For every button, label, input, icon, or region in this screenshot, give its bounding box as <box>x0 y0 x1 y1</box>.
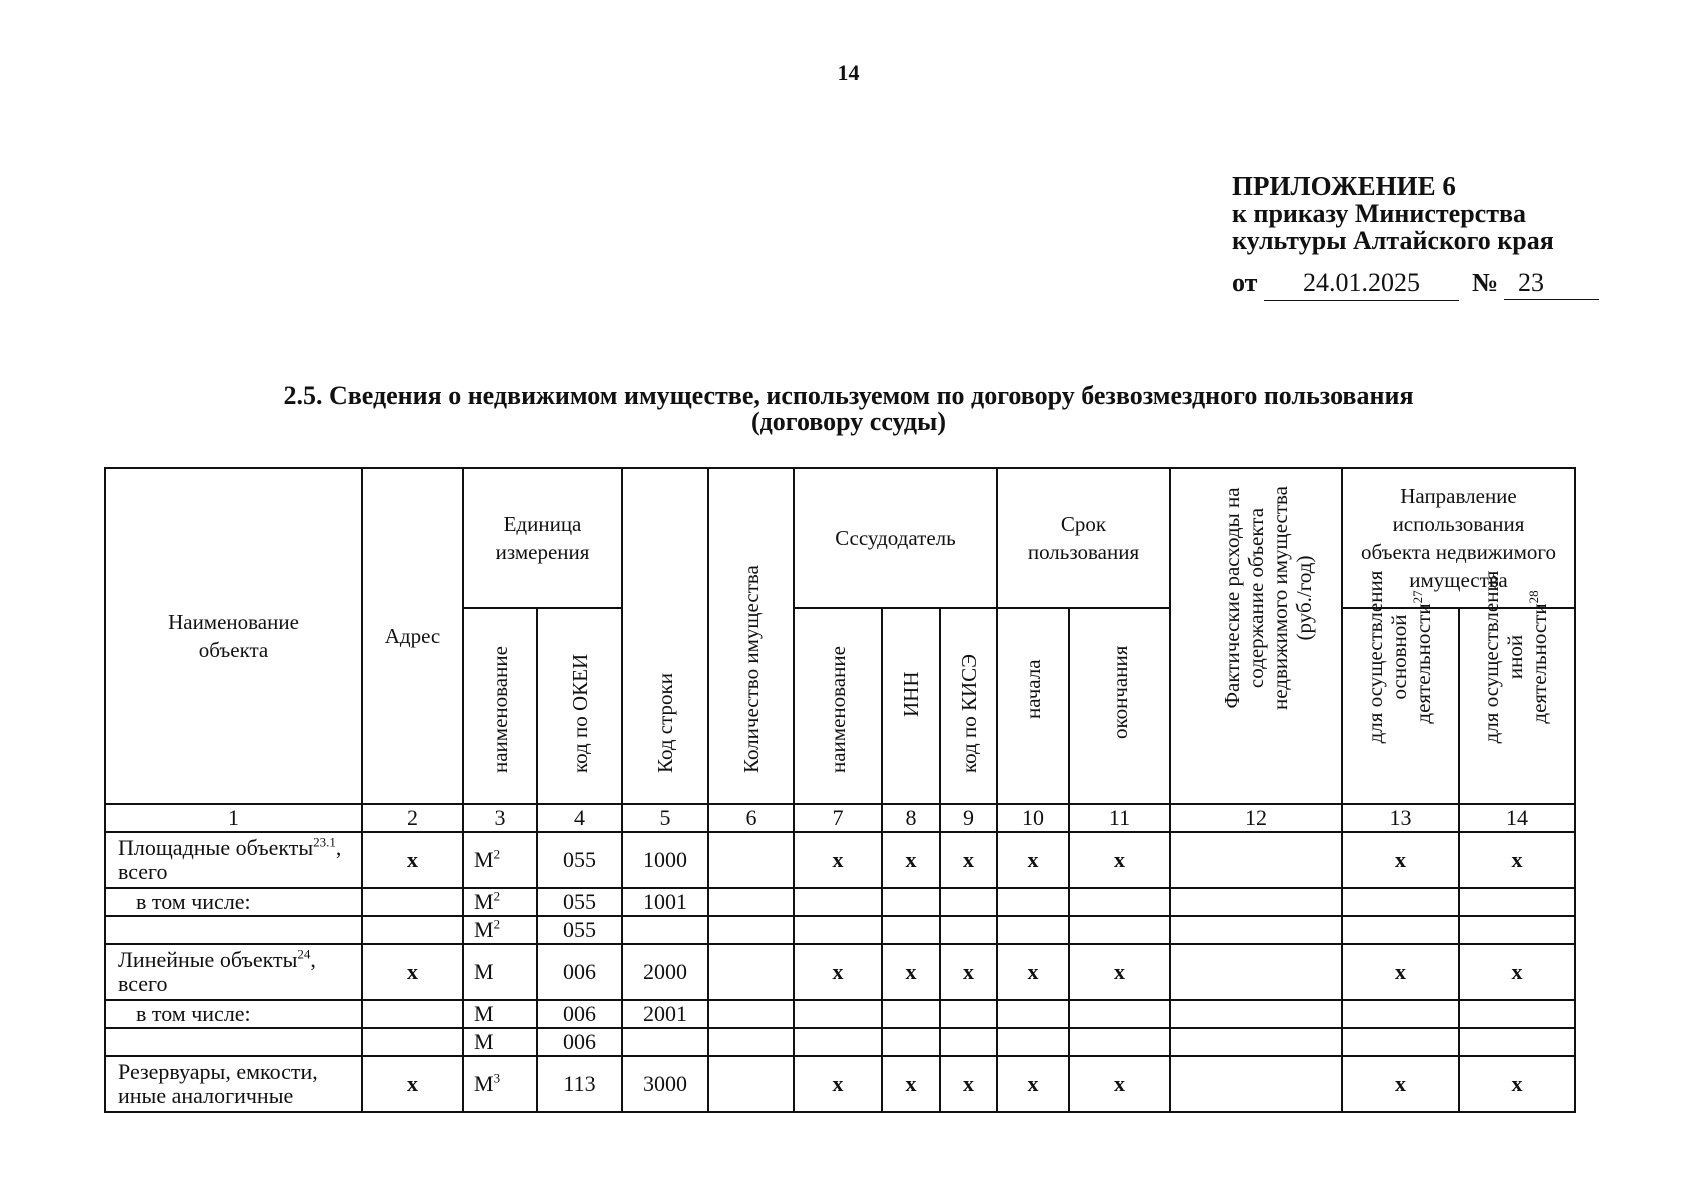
table-row <box>105 916 1575 944</box>
table-cell <box>362 944 463 1000</box>
cell-value: x <box>1511 847 1523 872</box>
table-cell <box>1069 888 1170 916</box>
section-title-line-1: 2.5. Сведения о недвижимом имуществе, используемом по договору безвозмездного пользования <box>283 381 1414 410</box>
row-object-name <box>105 1056 362 1112</box>
table-cell <box>1459 1056 1575 1112</box>
row-name-text: Площадные объекты <box>118 835 314 860</box>
table-cell <box>882 1000 940 1028</box>
column-number: 11 <box>1069 804 1170 832</box>
cell-value: М <box>474 889 494 914</box>
table-cell <box>794 1056 882 1112</box>
table-cell <box>362 888 463 916</box>
header-term: Срок пользования <box>997 468 1170 608</box>
cell-value: x <box>1511 1071 1523 1096</box>
table-cell <box>1459 944 1575 1000</box>
table-cell <box>1170 888 1342 916</box>
table-cell <box>1342 888 1459 916</box>
column-number: 8 <box>882 804 940 832</box>
header-quantity: Количество имущества <box>708 468 794 804</box>
table-row <box>105 1000 1575 1028</box>
header-direction: Направление использования объекта недвижимого имущества <box>1342 468 1575 608</box>
order-date-value: 24.01.2025 <box>1264 268 1459 301</box>
data-rows <box>105 832 1575 1112</box>
cell-value: x <box>905 959 917 984</box>
cell-value: М <box>474 1071 494 1096</box>
column-number: 12 <box>1170 804 1342 832</box>
cell-value: М <box>474 1029 494 1054</box>
row-name-suffix: , всего <box>118 835 342 884</box>
cell-value: x <box>1027 1071 1039 1096</box>
table-cell <box>794 916 882 944</box>
table-cell <box>794 1028 882 1056</box>
cell-value: 2001 <box>643 1001 687 1026</box>
cell-value: x <box>963 1071 974 1096</box>
cell-value: x <box>1114 1071 1125 1096</box>
cell-value: 055 <box>563 847 596 872</box>
header-object-name: Наименование объекта <box>105 468 362 804</box>
table-cell <box>537 1028 622 1056</box>
direction-other-footnote: 28 <box>1526 590 1541 604</box>
row-name-text: Линейные объекты <box>118 947 298 972</box>
cell-value: 113 <box>563 1071 596 1096</box>
table-cell <box>1170 1000 1342 1028</box>
table-cell <box>882 832 940 888</box>
table-cell <box>362 1000 463 1028</box>
row-object-name <box>105 916 362 944</box>
table-cell <box>1069 1000 1170 1028</box>
table-cell <box>537 832 622 888</box>
table-cell <box>882 1028 940 1056</box>
table-cell <box>1342 832 1459 888</box>
table-cell <box>794 944 882 1000</box>
section-title-line-2: (договору ссуды) <box>750 407 946 436</box>
table-cell <box>1459 1028 1575 1056</box>
cell-value: x <box>905 847 917 872</box>
table-cell <box>794 832 882 888</box>
column-number-row <box>105 804 1575 832</box>
table-cell <box>1170 832 1342 888</box>
table-cell <box>940 944 997 1000</box>
table-cell <box>622 1000 708 1028</box>
table-cell <box>708 944 794 1000</box>
table-cell <box>997 888 1069 916</box>
cell-value: 1000 <box>643 847 687 872</box>
row-object-name <box>105 944 362 1000</box>
unit-exponent: 2 <box>493 888 501 904</box>
table-cell <box>1170 1056 1342 1112</box>
column-number: 7 <box>794 804 882 832</box>
order-number-label: № <box>1472 268 1499 297</box>
table-cell <box>1459 888 1575 916</box>
table-cell <box>1342 1028 1459 1056</box>
column-number: 9 <box>940 804 997 832</box>
table-cell <box>362 1028 463 1056</box>
cell-value: x <box>963 959 974 984</box>
cell-value: 055 <box>563 917 596 942</box>
table-cell <box>622 1056 708 1112</box>
table-cell <box>997 1000 1069 1028</box>
header-term-start: начала <box>997 608 1069 804</box>
row-object-name <box>105 1028 362 1056</box>
table-row <box>105 888 1575 916</box>
column-number: 13 <box>1342 804 1459 832</box>
table-cell <box>1459 916 1575 944</box>
row-name-text: в том числе: <box>136 889 251 914</box>
table-cell <box>997 832 1069 888</box>
table-cell <box>622 916 708 944</box>
table-cell <box>622 944 708 1000</box>
cell-value: x <box>407 847 418 872</box>
cell-value: x <box>1027 847 1039 872</box>
table-cell <box>1069 916 1170 944</box>
column-number: 2 <box>362 804 463 832</box>
table-cell <box>537 888 622 916</box>
table-cell <box>362 832 463 888</box>
table-cell <box>362 1056 463 1112</box>
table-cell <box>537 944 622 1000</box>
table-cell <box>463 944 537 1000</box>
cell-value: x <box>1395 1071 1406 1096</box>
table-cell <box>882 888 940 916</box>
appendix-title: ПРИЛОЖЕНИЕ 6 <box>1232 171 1456 201</box>
cell-value: x <box>905 1071 917 1096</box>
cell-value: x <box>832 1071 844 1096</box>
table-cell <box>537 916 622 944</box>
row-name-suffix: , всего <box>118 947 316 996</box>
table-cell <box>1069 1056 1170 1112</box>
table-cell <box>708 916 794 944</box>
header-unit-okei: код по ОКЕИ <box>537 608 622 804</box>
table-cell <box>997 944 1069 1000</box>
table-cell <box>1170 916 1342 944</box>
table-cell <box>882 916 940 944</box>
table-cell <box>882 944 940 1000</box>
cell-value: x <box>832 959 844 984</box>
cell-value: x <box>407 959 418 984</box>
table-cell <box>622 832 708 888</box>
table-cell <box>622 1028 708 1056</box>
cell-value: М <box>474 1001 494 1026</box>
table-cell <box>1069 944 1170 1000</box>
table-cell <box>622 888 708 916</box>
table-cell <box>1342 916 1459 944</box>
table-cell <box>1342 1000 1459 1028</box>
table-cell <box>940 1028 997 1056</box>
row-object-name <box>105 1000 362 1028</box>
row-object-name <box>105 832 362 888</box>
table-cell <box>940 916 997 944</box>
section-title <box>0 383 1697 435</box>
cell-value: 006 <box>563 959 596 984</box>
table-cell <box>794 1000 882 1028</box>
cell-value: 2000 <box>643 959 687 984</box>
table-cell <box>997 1028 1069 1056</box>
table-cell <box>940 832 997 888</box>
direction-other-text: для осуществления иной деятельности <box>1479 570 1551 744</box>
cell-value: 055 <box>563 889 596 914</box>
page-number: 14 <box>837 60 860 85</box>
cell-value: x <box>1114 847 1125 872</box>
table-cell <box>463 1028 537 1056</box>
table-cell <box>1069 832 1170 888</box>
column-number: 3 <box>463 804 537 832</box>
unit-exponent: 2 <box>493 916 501 932</box>
table-cell <box>708 832 794 888</box>
header-direction-main <box>1342 570 1459 804</box>
column-number: 6 <box>708 804 794 832</box>
column-number: 1 <box>105 804 362 832</box>
table-cell <box>708 888 794 916</box>
property-table <box>104 467 1576 1113</box>
order-number-value: 23 <box>1504 268 1599 300</box>
header-lender-inn: ИНН <box>882 608 940 804</box>
cell-value: x <box>963 847 974 872</box>
row-name-text: в том числе: <box>136 1001 251 1026</box>
table-cell <box>537 1056 622 1112</box>
table-cell <box>882 1056 940 1112</box>
cell-value: М <box>474 917 494 942</box>
table-cell <box>794 888 882 916</box>
column-number: 10 <box>997 804 1069 832</box>
row-object-name <box>105 888 362 916</box>
cell-value: x <box>1114 959 1125 984</box>
cell-value: x <box>407 1071 418 1096</box>
appendix-line-3: культуры Алтайского края <box>1232 226 1554 255</box>
table-row <box>105 1028 1575 1056</box>
header-actual-costs: Фактические расходы на содержание объекта недвижимого имущества (руб./год) <box>1170 468 1342 804</box>
table-cell <box>1459 832 1575 888</box>
header-address: Адрес <box>362 468 463 804</box>
header-direction-other <box>1459 570 1575 804</box>
unit-exponent: 2 <box>493 846 501 862</box>
unit-exponent: 3 <box>493 1070 501 1086</box>
table-cell <box>463 916 537 944</box>
table-cell <box>1170 944 1342 1000</box>
table-cell <box>537 1000 622 1028</box>
table-cell <box>997 1056 1069 1112</box>
table-cell <box>708 1056 794 1112</box>
row-name-footnote: 24 <box>297 946 311 962</box>
direction-main-text: для осуществления основной деятельности <box>1362 570 1435 744</box>
cell-value: x <box>1395 847 1406 872</box>
table-cell <box>1342 1056 1459 1112</box>
table-cell <box>997 916 1069 944</box>
table-cell <box>708 1028 794 1056</box>
table-cell <box>1069 1028 1170 1056</box>
header-lender-kise: код по КИСЭ <box>940 608 997 804</box>
cell-value: x <box>1395 959 1406 984</box>
table-row <box>105 832 1575 888</box>
cell-value: x <box>832 847 844 872</box>
cell-value: 006 <box>563 1001 596 1026</box>
column-number: 14 <box>1459 804 1575 832</box>
table-cell <box>1459 1000 1575 1028</box>
table-cell <box>708 1000 794 1028</box>
cell-value: М <box>474 847 494 872</box>
table-cell <box>463 832 537 888</box>
table-row <box>105 1056 1575 1112</box>
table-cell <box>1170 1028 1342 1056</box>
table-cell <box>463 888 537 916</box>
column-number: 5 <box>622 804 708 832</box>
row-name-footnote: 23.1 <box>313 834 336 850</box>
table-cell <box>463 1000 537 1028</box>
table-cell <box>940 888 997 916</box>
column-number: 4 <box>537 804 622 832</box>
table-cell <box>362 916 463 944</box>
table-cell <box>940 1056 997 1112</box>
table-cell <box>940 1000 997 1028</box>
appendix-line-2: к приказу Министерства <box>1232 199 1527 228</box>
cell-value: М <box>474 959 494 984</box>
direction-main-footnote: 27 <box>1409 590 1425 604</box>
table-row <box>105 944 1575 1000</box>
header-unit-name: наименование <box>463 608 537 804</box>
cell-value: 3000 <box>643 1071 687 1096</box>
header-term-end: окончания <box>1069 608 1170 804</box>
row-name-text: Резервуары, емкости, иные аналогичные <box>118 1059 318 1108</box>
table-cell <box>1342 944 1459 1000</box>
order-date-label: от <box>1232 268 1258 297</box>
cell-value: x <box>1027 959 1039 984</box>
table-cell <box>463 1056 537 1112</box>
appendix-block <box>1232 173 1554 254</box>
cell-value: 006 <box>563 1029 596 1054</box>
header-row-code: Код строки <box>622 468 708 804</box>
cell-value: x <box>1511 959 1523 984</box>
header-unit: Единица измерения <box>463 468 622 608</box>
header-lender: Сссудодатель <box>794 468 997 608</box>
cell-value: 1001 <box>643 889 687 914</box>
header-lender-name: наименование <box>794 608 882 804</box>
